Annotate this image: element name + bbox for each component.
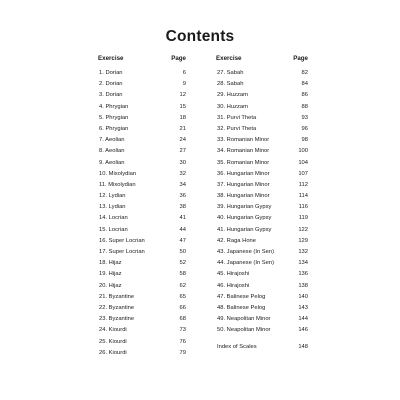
entry-page-number: 15 — [179, 103, 186, 110]
entry-title: 6. Phrygian — [99, 125, 129, 132]
contents-entry[interactable] — [98, 125, 186, 136]
entry-page-number: 36 — [179, 193, 186, 200]
contents-entry[interactable] — [98, 226, 186, 237]
entry-title: 37. Hungarian Minor — [217, 181, 270, 188]
contents-entry[interactable] — [216, 259, 308, 270]
contents-entry[interactable] — [216, 282, 308, 293]
contents-entry[interactable] — [98, 259, 186, 270]
contents-entry[interactable] — [216, 136, 308, 147]
contents-entry[interactable] — [98, 237, 186, 248]
entry-page-number: 112 — [298, 181, 308, 188]
entry-page-number: 96 — [301, 125, 308, 132]
entry-title: 33. Romanian Minor — [217, 137, 270, 144]
entry-title: 31. Purvi Theta — [217, 114, 257, 121]
entry-title: 28. Sabah — [217, 81, 244, 88]
contents-entry[interactable] — [98, 270, 186, 281]
entry-page-number: 9 — [182, 81, 186, 88]
contents-entry[interactable] — [216, 343, 308, 354]
contents-entry[interactable] — [98, 136, 186, 147]
exercise-header: Exercise — [98, 55, 124, 62]
contents-entry[interactable] — [216, 69, 308, 80]
entry-page-number: 138 — [298, 282, 308, 289]
contents-entry[interactable] — [216, 226, 308, 237]
entry-title: 15. Locrian — [99, 226, 128, 233]
entry-title: 23. Byzantine — [99, 316, 135, 323]
contents-entry[interactable] — [98, 248, 186, 259]
contents-entry[interactable] — [216, 214, 308, 225]
entry-title: 17. Super Locrian — [99, 249, 145, 255]
entry-page-number: 82 — [301, 70, 308, 76]
entry-page-number: 27 — [179, 148, 186, 155]
contents-entry[interactable] — [98, 282, 186, 293]
contents-entry[interactable] — [216, 304, 308, 315]
contents-entry[interactable] — [98, 181, 186, 192]
contents-entry[interactable] — [216, 159, 308, 170]
entry-title: 30. Huzzam — [217, 103, 248, 110]
entry-title: 4. Phrygian — [99, 103, 129, 110]
entry-page-number: 132 — [298, 249, 308, 255]
entry-page-number: 30 — [179, 159, 186, 166]
entry-page-number: 148 — [298, 344, 308, 351]
entry-title: 39. Hungarian Gypsy — [217, 204, 272, 211]
entry-title: 14. Locrian — [99, 215, 128, 222]
entry-page-number: 76 — [179, 338, 186, 345]
contents-entry[interactable] — [98, 192, 186, 203]
contents-entry[interactable] — [216, 170, 308, 181]
entry-page-number: 73 — [179, 327, 186, 334]
entry-title: 7. Aeolian — [99, 137, 125, 144]
entry-title: 22. Byzantine — [99, 304, 135, 311]
entry-title: 44. Japanese (In Sen) — [217, 260, 275, 267]
contents-entry[interactable] — [216, 248, 308, 259]
contents-entry[interactable] — [216, 315, 308, 326]
contents-entry[interactable] — [98, 349, 186, 360]
contents-entry[interactable] — [216, 147, 308, 158]
contents-entry[interactable] — [216, 80, 308, 91]
entry-page-number: 18 — [179, 114, 186, 121]
entry-title: 24. Kiourdi — [99, 327, 127, 334]
entry-page-number: 79 — [179, 349, 186, 356]
entry-title: 18. Hijaz — [99, 260, 122, 267]
entry-title: 48. Balinese Pelog — [217, 304, 266, 311]
entry-title: 2. Dorian — [99, 81, 123, 88]
contents-entry[interactable] — [98, 304, 186, 315]
entry-page-number: 32 — [179, 170, 186, 177]
entry-page-number: 144 — [298, 316, 308, 323]
entry-title: 47. Balinese Pelog — [217, 293, 266, 300]
entry-page-number: 84 — [301, 81, 308, 88]
entry-page-number: 98 — [301, 137, 308, 144]
contents-column-left — [98, 55, 186, 360]
entry-title: 42. Raga Hone — [217, 237, 256, 244]
entry-page-number: 143 — [298, 304, 308, 311]
contents-entry[interactable] — [98, 103, 186, 114]
contents-entry[interactable] — [98, 170, 186, 181]
entry-title: 35. Romanian Minor — [217, 159, 270, 166]
entry-title: 34. Romanian Minor — [217, 148, 270, 155]
entry-page-number: 50 — [179, 249, 186, 255]
entry-page-number: 58 — [179, 271, 186, 278]
entry-title: 19. Hijaz — [99, 271, 122, 278]
contents-entry[interactable] — [98, 214, 186, 225]
contents-entry[interactable] — [216, 181, 308, 192]
entry-page-number: 66 — [179, 304, 186, 311]
entry-title: 46. Hirajoshi — [217, 282, 250, 289]
entry-title: 20. Hijaz — [99, 282, 122, 289]
entry-page-number: 24 — [179, 137, 186, 144]
entry-title: 11. Mixolydian — [99, 181, 136, 188]
contents-entry[interactable] — [98, 315, 186, 326]
entry-page-number: 122 — [298, 226, 308, 233]
entry-title: 27. Sabah — [217, 70, 244, 76]
entry-page-number: 107 — [298, 170, 308, 177]
entry-title: 3. Dorian — [99, 92, 123, 99]
page-header: Page — [171, 55, 186, 62]
contents-entry[interactable] — [216, 103, 308, 114]
entry-page-number: 52 — [179, 260, 186, 267]
entry-page-number: 136 — [298, 271, 308, 278]
entry-title: 41. Hungarian Gypsy — [217, 226, 272, 233]
entry-page-number: 119 — [298, 215, 308, 222]
entry-page-number: 146 — [298, 327, 308, 334]
entry-title: 49. Neapolitan Minor — [217, 316, 271, 323]
entry-page-number: 114 — [298, 193, 308, 200]
entry-title: Index of Scales — [217, 344, 257, 351]
entry-title: 29. Huzzam — [217, 92, 248, 99]
entry-page-number: 12 — [179, 92, 186, 99]
entry-page-number: 34 — [179, 181, 186, 188]
contents-entry[interactable] — [216, 125, 308, 136]
entry-title: 1. Dorian — [99, 70, 123, 76]
entry-page-number: 6 — [182, 70, 186, 76]
column-header — [216, 55, 308, 69]
entry-title: 43. Japanese (In Sen) — [217, 249, 275, 255]
entry-title: 38. Hungarian Minor — [217, 193, 270, 200]
entry-title: 21. Byzantine — [99, 293, 135, 300]
entry-page-number: 65 — [179, 293, 186, 300]
entry-page-number: 104 — [298, 159, 308, 166]
entry-title: 12. Lydian — [99, 193, 126, 200]
contents-entry[interactable] — [98, 69, 186, 80]
entry-title: 36. Hungarian Minor — [217, 170, 270, 177]
entry-page-number: 140 — [298, 293, 308, 300]
entry-page-number: 116 — [298, 204, 308, 211]
contents-entry[interactable] — [98, 338, 186, 349]
contents-entry[interactable] — [98, 293, 186, 304]
entry-page-number: 129 — [298, 237, 308, 244]
contents-entry[interactable] — [216, 203, 308, 214]
entry-page-number: 134 — [298, 260, 308, 267]
exercise-header: Exercise — [216, 55, 242, 62]
entry-page-number: 88 — [301, 103, 308, 110]
entry-page-number: 62 — [179, 282, 186, 289]
contents-entry[interactable] — [98, 147, 186, 158]
contents-column-right — [216, 55, 308, 354]
entry-title: 26. Kiourdi — [99, 349, 127, 356]
entry-page-number: 100 — [298, 148, 308, 155]
entry-page-number: 47 — [179, 237, 186, 244]
entry-title: 40. Hungarian Gypsy — [217, 215, 272, 222]
contents-entry[interactable] — [216, 114, 308, 125]
entry-title: 9. Aeolian — [99, 159, 125, 166]
entry-title: 45. Hirajoshi — [217, 271, 250, 278]
entry-title: 8. Aeolian — [99, 148, 125, 155]
contents-entry[interactable] — [98, 326, 186, 337]
contents-entry[interactable] — [216, 91, 308, 102]
contents-entry[interactable] — [98, 91, 186, 102]
contents-entry[interactable] — [216, 270, 308, 281]
contents-entry[interactable] — [216, 293, 308, 304]
contents-entry[interactable] — [216, 326, 308, 337]
contents-entry[interactable] — [98, 114, 186, 125]
entry-page-number: 41 — [179, 215, 186, 222]
entry-page-number: 93 — [301, 114, 308, 121]
column-header — [98, 55, 186, 69]
entry-page-number: 21 — [179, 125, 186, 132]
contents-entry[interactable] — [98, 80, 186, 91]
contents-entry[interactable] — [98, 203, 186, 214]
entry-page-number: 44 — [179, 226, 186, 233]
entry-title: 5. Phrygian — [99, 114, 129, 121]
entry-title: 16. Super Locrian — [99, 237, 145, 244]
entry-page-number: 86 — [301, 92, 308, 99]
contents-entry[interactable] — [216, 192, 308, 203]
entry-title: 13. Lydian — [99, 204, 126, 211]
page-title: Contents — [165, 28, 235, 45]
contents-entry[interactable] — [98, 159, 186, 170]
entry-title: 50. Neapolitan Minor — [217, 327, 271, 334]
entry-title: 32. Purvi Theta — [217, 125, 257, 132]
entry-title: 25. Kiourdi — [99, 338, 127, 345]
entry-page-number: 38 — [179, 204, 186, 211]
contents-entry[interactable] — [216, 237, 308, 248]
page-header: Page — [293, 55, 308, 62]
entry-title: 10. Mixolydian — [99, 170, 137, 177]
entry-page-number: 68 — [179, 316, 186, 323]
